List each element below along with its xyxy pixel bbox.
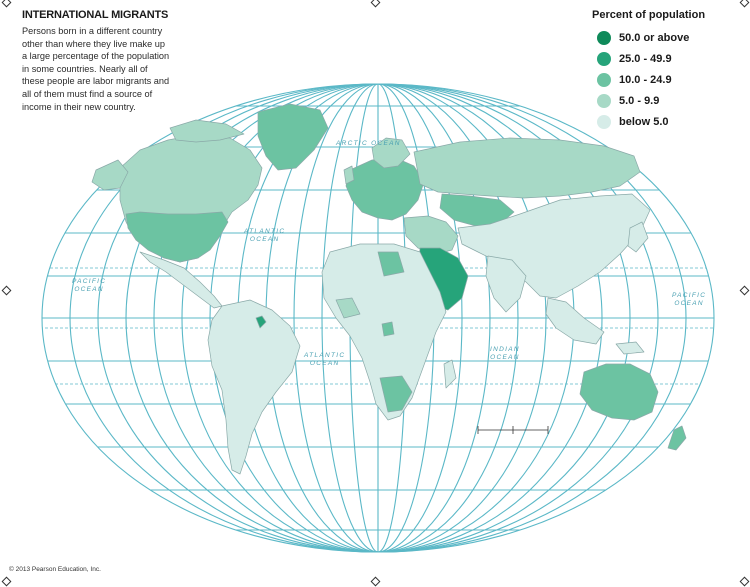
legend-label: below 5.0 bbox=[619, 115, 669, 128]
land bbox=[92, 104, 686, 474]
legend-swatch bbox=[597, 115, 611, 129]
legend-swatch bbox=[597, 52, 611, 66]
legend-item-5-9 bbox=[592, 90, 742, 111]
legend-label: 10.0 - 24.9 bbox=[619, 73, 672, 86]
australia bbox=[580, 364, 658, 420]
legend-title: Percent of population bbox=[592, 9, 706, 21]
legend-item-10-24 bbox=[592, 69, 742, 90]
legend-item-50-plus bbox=[592, 27, 742, 48]
legend-label: 50.0 or above bbox=[619, 31, 690, 44]
madagascar bbox=[444, 360, 456, 388]
legend-swatch bbox=[597, 94, 611, 108]
legend-item-25-49 bbox=[592, 48, 742, 69]
russia bbox=[414, 138, 640, 198]
pacific-ocean-east-label: PACIFIC OCEAN bbox=[672, 292, 707, 307]
indian-ocean-label: INDIAN OCEAN bbox=[490, 346, 520, 361]
legend-swatch bbox=[597, 73, 611, 87]
southeast-asia bbox=[546, 298, 604, 344]
legend-label: 25.0 - 49.9 bbox=[619, 52, 672, 65]
new-zealand bbox=[668, 426, 686, 450]
copyright-notice: © 2013 Pearson Education, Inc. bbox=[9, 566, 101, 573]
greenland bbox=[258, 104, 328, 170]
gabon bbox=[382, 322, 394, 336]
legend-swatch bbox=[597, 31, 611, 45]
legend-item-below-5 bbox=[592, 111, 742, 132]
arctic-ocean-label: ARCTIC OCEAN bbox=[336, 140, 401, 147]
legend-label: 5.0 - 9.9 bbox=[619, 94, 660, 107]
scale-bar bbox=[478, 426, 548, 434]
usa bbox=[126, 212, 228, 262]
canadian-islands bbox=[170, 120, 244, 142]
new-guinea bbox=[616, 342, 644, 354]
atlantic-ocean-south-label: ATLANTIC OCEAN bbox=[304, 352, 346, 367]
map-title: INTERNATIONAL MIGRANTS bbox=[22, 9, 169, 21]
atlantic-ocean-north-label: ATLANTIC OCEAN bbox=[244, 228, 286, 243]
pacific-ocean-west-label: PACIFIC OCEAN bbox=[72, 278, 107, 293]
south-america bbox=[208, 300, 300, 474]
legend bbox=[592, 9, 742, 132]
map-description: Persons born in a different country other than where they live make up a large percentage of the population in some countries. Nearly all of these people are labor migrants and all of them must find a source of income in their new country. bbox=[22, 26, 170, 112]
